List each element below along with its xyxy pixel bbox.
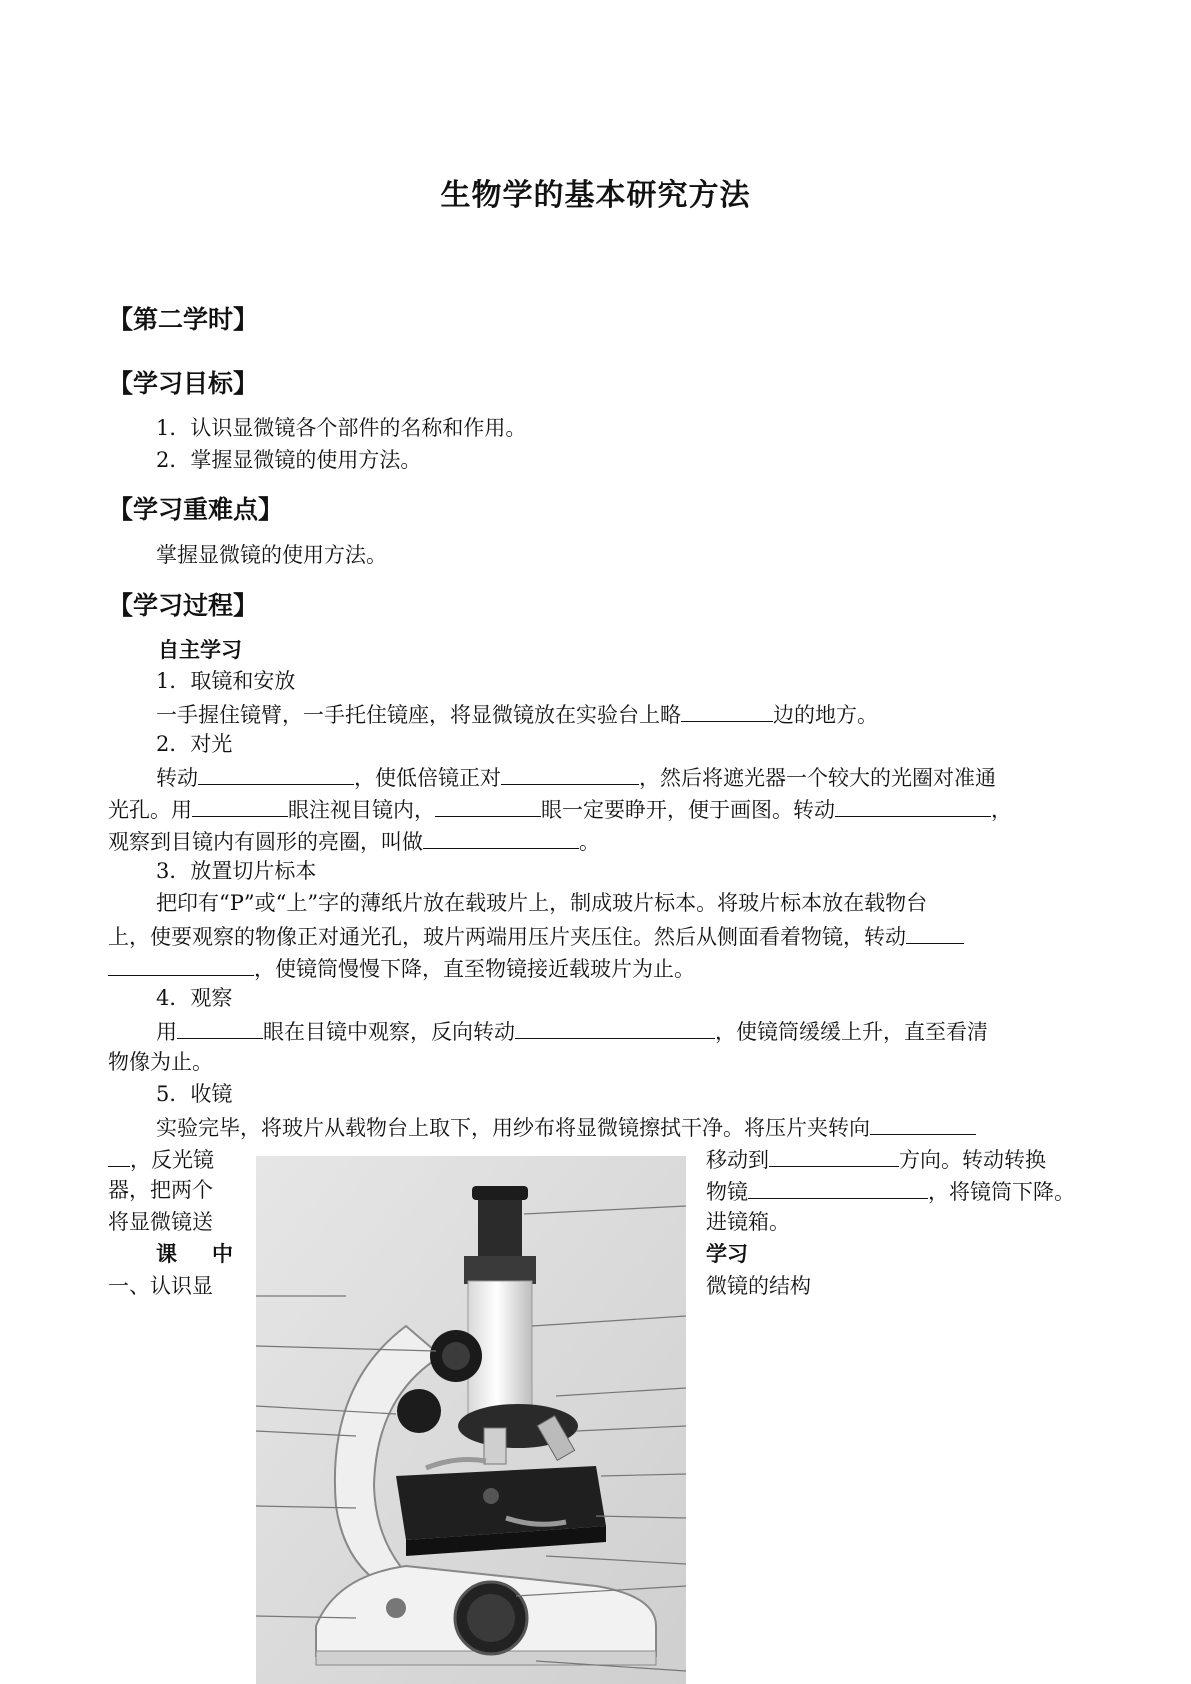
step-line bbox=[156, 1112, 976, 1142]
step-text: 边的地方。 bbox=[773, 703, 878, 727]
step-text: 眼注视目镜内， bbox=[288, 798, 435, 822]
step-line bbox=[156, 699, 878, 729]
class-study-item: 一、认识显 bbox=[108, 1274, 213, 1298]
step-title: 2．对光 bbox=[156, 732, 233, 756]
step-line bbox=[108, 794, 1012, 824]
step-title: 3．放置切片标本 bbox=[156, 859, 317, 883]
step-text: 器，把两个 bbox=[108, 1178, 213, 1202]
step-text: 一手握住镜臂，一手托住镜座，将显微镜放在实验台上略 bbox=[156, 703, 681, 727]
step-text: ，使低倍镜正对 bbox=[354, 766, 501, 790]
step-text: 移动到 bbox=[706, 1148, 769, 1172]
step-text: 。 bbox=[579, 830, 600, 854]
goal-item: 1．认识显微镜各个部件的名称和作用。 bbox=[156, 416, 527, 440]
fill-blank[interactable] bbox=[906, 921, 964, 944]
section-goals: 【学习目标】 bbox=[108, 369, 259, 398]
section-process: 【学习过程】 bbox=[108, 591, 259, 620]
step-title: 1．取镜和安放 bbox=[156, 669, 296, 693]
step-text: 把印有“P”或“上”字的薄纸片放在载玻片上，制成玻片标本。将玻片标本放在载物台 bbox=[156, 891, 928, 915]
step-line bbox=[108, 921, 964, 951]
step-text: 上，使要观察的物像正对通光孔，玻片两端用压片夹压住。然后从侧面看着物镜，转动 bbox=[108, 925, 906, 949]
step-line bbox=[156, 762, 996, 792]
fill-blank[interactable] bbox=[108, 953, 254, 976]
fill-blank[interactable] bbox=[748, 1176, 928, 1199]
fill-blank[interactable] bbox=[192, 794, 288, 817]
step-text: 转动 bbox=[156, 766, 198, 790]
section-period: 【第二学时】 bbox=[108, 305, 259, 334]
microscope-diagram bbox=[256, 1156, 686, 1684]
page-title: 生物学的基本研究方法 bbox=[440, 178, 751, 213]
step-title: 5．收镜 bbox=[156, 1082, 233, 1106]
step-text: 方向。转动转换 bbox=[899, 1148, 1046, 1172]
step-text: 眼一定要睁开，便于画图。转动 bbox=[541, 798, 835, 822]
fill-blank[interactable] bbox=[681, 699, 773, 722]
fill-blank[interactable] bbox=[423, 826, 579, 849]
step-text: ，将镜筒下降。 bbox=[928, 1180, 1075, 1204]
step-line bbox=[706, 1176, 1075, 1206]
fill-blank[interactable] bbox=[108, 1144, 130, 1167]
step-line bbox=[156, 1016, 988, 1046]
self-study-heading: 自主学习 bbox=[158, 638, 242, 662]
key-point-text: 掌握显微镜的使用方法。 bbox=[156, 543, 387, 567]
fill-blank[interactable] bbox=[177, 1016, 263, 1039]
step-title: 4．观察 bbox=[156, 986, 233, 1010]
class-study-item: 微镜的结构 bbox=[706, 1274, 811, 1298]
fill-blank[interactable] bbox=[435, 794, 541, 817]
step-line bbox=[108, 1144, 214, 1174]
fill-blank[interactable] bbox=[501, 762, 639, 785]
fill-blank[interactable] bbox=[870, 1112, 976, 1135]
fill-blank[interactable] bbox=[198, 762, 354, 785]
fill-blank[interactable] bbox=[835, 794, 991, 817]
step-line bbox=[108, 826, 600, 856]
goal-item: 2．掌握显微镜的使用方法。 bbox=[156, 448, 422, 472]
step-text: 用 bbox=[156, 1020, 177, 1044]
fill-blank[interactable] bbox=[515, 1016, 715, 1039]
class-study-label: 课 bbox=[156, 1242, 177, 1266]
step-text: 光孔。用 bbox=[108, 798, 192, 822]
step-text: ，反光镜 bbox=[130, 1148, 214, 1172]
step-text: 物像为止。 bbox=[108, 1050, 213, 1074]
section-key-points: 【学习重难点】 bbox=[108, 495, 284, 524]
fill-blank[interactable] bbox=[769, 1144, 899, 1167]
step-line bbox=[108, 953, 695, 983]
step-text: 物镜 bbox=[706, 1180, 748, 1204]
step-text: 实验完毕，将玻片从载物台上取下，用纱布将显微镜擦拭干净。将压片夹转向 bbox=[156, 1116, 870, 1140]
step-text: 观察到目镜内有圆形的亮圈，叫做 bbox=[108, 830, 423, 854]
step-line bbox=[706, 1144, 1046, 1174]
class-study-label: 中 bbox=[212, 1242, 233, 1266]
class-study-label: 学习 bbox=[706, 1242, 748, 1266]
step-text: ，然后将遮光器一个较大的光圈对准通 bbox=[639, 766, 996, 790]
step-text: 进镜箱。 bbox=[706, 1210, 790, 1234]
step-text: ， bbox=[991, 798, 1012, 822]
step-text: 将显微镜送 bbox=[108, 1210, 213, 1234]
step-text: ，使镜筒慢慢下降，直至物镜接近载玻片为止。 bbox=[254, 957, 695, 981]
step-text: ，使镜筒缓缓上升，直至看清 bbox=[715, 1020, 988, 1044]
step-text: 眼在目镜中观察，反向转动 bbox=[263, 1020, 515, 1044]
